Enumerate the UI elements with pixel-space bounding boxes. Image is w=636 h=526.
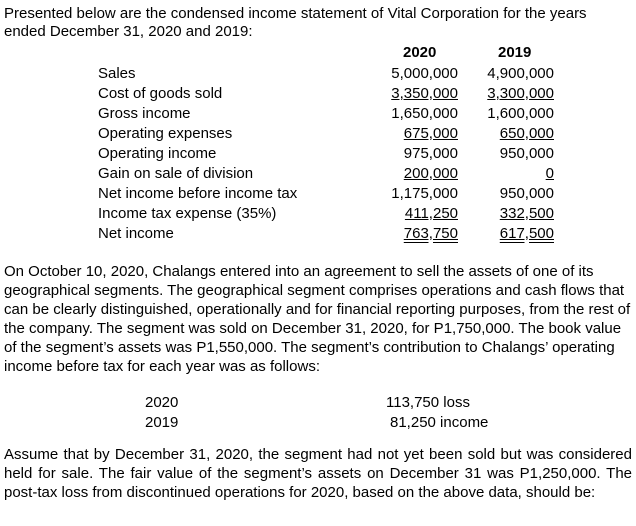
segment-value-2020: 113,750 loss [386,394,470,411]
row-label: Cost of goods sold [98,85,223,102]
value-2020: 975,000 [403,145,458,162]
intro-text: Presented below are the condensed income statement of Vital Corporation for the years ended December 31, 2020 and 2019: [4,5,587,40]
value-2020: 675,000 [403,125,458,142]
segment-value-2019: 81,250 income [390,414,489,431]
table-row [96,184,566,204]
row-label: Income tax expense (35%) [98,205,277,222]
value-2020: 200,000 [403,165,458,182]
table-row [96,144,566,164]
paragraph-question: Assume that by December 31, 2020, the segment had not yet been sold but was considered held for sale. The fair value of the segment’s assets on December 31 was P1,250,000. The post-tax loss from discontinued operations for 2020, based on the above data, should be: [4,446,632,501]
value-2019: 332,500 [499,205,554,222]
segment-contribution-table [0,394,636,434]
value-2019: 650,000 [499,125,554,142]
value-2019: 1,600,000 [487,105,554,122]
row-label: Net income [98,225,174,242]
value-2019: 3,300,000 [487,85,554,102]
segment-year-2020: 2020 [145,394,179,411]
table-row [96,104,566,124]
table-row [96,64,566,84]
segment-year-2019: 2019 [145,414,179,431]
value-2019: 0 [545,165,554,182]
value-2020: 3,350,000 [391,85,458,102]
value-2020: 411,250 [404,205,458,222]
row-label: Gain on sale of division [98,165,254,182]
value-2020: 1,175,000 [391,185,458,202]
table-row [96,224,566,244]
table-row [96,204,566,224]
table-header [96,44,566,64]
header-2020: 2020 [403,44,437,61]
row-label: Operating income [98,145,217,162]
value-2019: 950,000 [499,145,554,162]
value-2020: 1,650,000 [391,105,458,122]
table-row [96,84,566,104]
value-2019: 617,500 [499,225,554,242]
row-label: Net income before income tax [98,185,298,202]
value-2019: 4,900,000 [487,65,554,82]
paragraph-segment-sale: On October 10, 2020, Chalangs entered into an agreement to sell the assets of one of its geographical segments. The geographical segment comprises operations and cash flows that can be clearly distinguished, operationally and for financial reporting purposes, from the rest of the company. The segment was sold on December 31, 2020, for P1,750,000. The book value of the segment’s assets was P1,550,000. The segment’s contribution to Chalangs’ operating income before tax for each year was as follows: [4,263,631,375]
row-label: Operating expenses [98,125,233,142]
income-statement-table [96,44,566,244]
value-2019: 950,000 [499,185,554,202]
row-label: Gross income [98,105,191,122]
value-2020: 5,000,000 [391,65,458,82]
row-label: Sales [98,65,136,82]
table-row [96,124,566,144]
table-row [96,164,566,184]
value-2020: 763,750 [403,225,458,242]
header-2019: 2019 [498,44,532,61]
